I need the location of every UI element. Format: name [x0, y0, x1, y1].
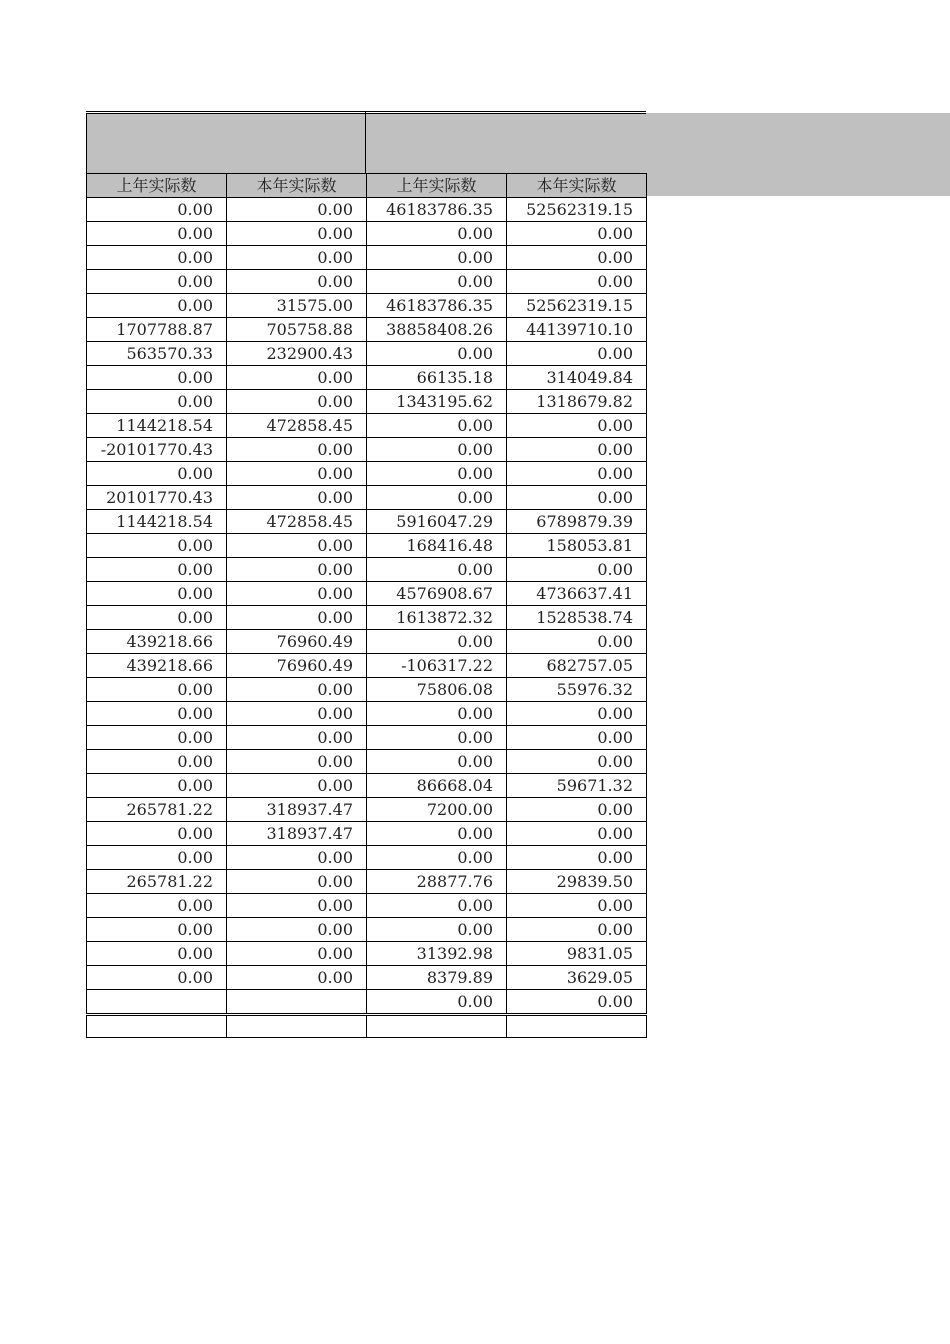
header-cell: 上年实际数 [87, 174, 227, 198]
header-cell: 本年实际数 [507, 174, 647, 198]
table-row [87, 582, 647, 606]
blank-row [87, 1015, 647, 1038]
table-cell: 0.00 [87, 582, 227, 606]
table-cell: 0.00 [227, 486, 367, 510]
table-row [87, 702, 647, 726]
table-row [87, 966, 647, 990]
blank-cell [507, 1015, 647, 1038]
table-cell: 86668.04 [367, 774, 507, 798]
total-cell: 0.00 [367, 990, 507, 1015]
table-cell: 1343195.62 [367, 390, 507, 414]
table-cell: 0.00 [87, 558, 227, 582]
table-cell: 0.00 [87, 294, 227, 318]
table-cell: 0.00 [227, 582, 367, 606]
table-cell: 0.00 [87, 606, 227, 630]
table-cell: 7200.00 [367, 798, 507, 822]
table-row [87, 894, 647, 918]
table-cell: 0.00 [87, 702, 227, 726]
table-cell: 265781.22 [87, 870, 227, 894]
table-cell: 46183786.35 [367, 198, 507, 222]
table-cell: 38858408.26 [367, 318, 507, 342]
table-cell: 52562319.15 [507, 294, 647, 318]
table-cell: 1528538.74 [507, 606, 647, 630]
table-row [87, 870, 647, 894]
table-cell: 0.00 [227, 270, 367, 294]
blank-cell [87, 1015, 227, 1038]
table-row [87, 558, 647, 582]
table-cell: 29839.50 [507, 870, 647, 894]
table-cell: -20101770.43 [87, 438, 227, 462]
table-row [87, 414, 647, 438]
table-cell: 0.00 [87, 774, 227, 798]
blank-cell [227, 1015, 367, 1038]
table-cell: 0.00 [227, 726, 367, 750]
table-cell: 0.00 [87, 390, 227, 414]
table-cell: 0.00 [367, 726, 507, 750]
table-row [87, 342, 647, 366]
table-cell: 0.00 [507, 822, 647, 846]
table-cell: 0.00 [367, 750, 507, 774]
header-divider [365, 111, 366, 173]
table-cell: 0.00 [227, 678, 367, 702]
table-cell: 0.00 [87, 966, 227, 990]
table-cell: 0.00 [227, 606, 367, 630]
table-cell: 0.00 [87, 270, 227, 294]
table-cell: 0.00 [87, 246, 227, 270]
table-cell: 0.00 [87, 198, 227, 222]
table-cell: 76960.49 [227, 630, 367, 654]
top-rule-2 [86, 113, 646, 114]
table-cell: 232900.43 [227, 342, 367, 366]
table-row [87, 318, 647, 342]
table-cell: 563570.33 [87, 342, 227, 366]
header-left-edge [86, 113, 87, 173]
table-cell: 0.00 [367, 918, 507, 942]
blank-cell [367, 1015, 507, 1038]
table-cell: 0.00 [227, 870, 367, 894]
table-cell: 0.00 [87, 726, 227, 750]
table-row [87, 606, 647, 630]
table-row [87, 462, 647, 486]
table-row [87, 654, 647, 678]
table-cell: 4736637.41 [507, 582, 647, 606]
table-cell: 0.00 [87, 822, 227, 846]
table-row [87, 846, 647, 870]
table-cell: 1144218.54 [87, 414, 227, 438]
top-rule-1 [86, 111, 646, 112]
table-cell: 0.00 [87, 534, 227, 558]
table-row [87, 798, 647, 822]
table-cell: 8379.89 [367, 966, 507, 990]
table-cell: 439218.66 [87, 630, 227, 654]
table-cell: 472858.45 [227, 510, 367, 534]
table-cell: 0.00 [367, 630, 507, 654]
table-row [87, 750, 647, 774]
table-cell: 9831.05 [507, 942, 647, 966]
table-row [87, 366, 647, 390]
table-cell: 52562319.15 [507, 198, 647, 222]
table-cell: 0.00 [507, 486, 647, 510]
table-cell: 5916047.29 [367, 510, 507, 534]
table-cell: 0.00 [507, 342, 647, 366]
table-cell: 265781.22 [87, 798, 227, 822]
table-cell: -106317.22 [367, 654, 507, 678]
table-cell: 314049.84 [507, 366, 647, 390]
table-cell: 3629.05 [507, 966, 647, 990]
table-cell: 59671.32 [507, 774, 647, 798]
table-cell: 0.00 [507, 414, 647, 438]
table-cell: 0.00 [227, 390, 367, 414]
table-row [87, 534, 647, 558]
table-cell: 0.00 [227, 918, 367, 942]
table-cell: 0.00 [227, 198, 367, 222]
table-cell: 682757.05 [507, 654, 647, 678]
table-cell: 0.00 [227, 534, 367, 558]
table-cell: 0.00 [367, 846, 507, 870]
table-cell: 0.00 [507, 750, 647, 774]
table-cell: 0.00 [87, 918, 227, 942]
table-cell: 0.00 [367, 822, 507, 846]
table-cell: 0.00 [367, 702, 507, 726]
table-cell: 0.00 [507, 462, 647, 486]
table-cell: 0.00 [87, 750, 227, 774]
table-cell: 0.00 [87, 366, 227, 390]
table-cell: 0.00 [227, 774, 367, 798]
table-cell: 0.00 [227, 846, 367, 870]
table-row [87, 270, 647, 294]
table-cell: 0.00 [87, 222, 227, 246]
table-cell: 75806.08 [367, 678, 507, 702]
table-cell: 0.00 [227, 462, 367, 486]
table-cell: 66135.18 [367, 366, 507, 390]
table-cell: 0.00 [87, 942, 227, 966]
table-cell: 46183786.35 [367, 294, 507, 318]
table-cell: 0.00 [507, 222, 647, 246]
table-cell: 0.00 [367, 438, 507, 462]
table-row [87, 438, 647, 462]
table-cell: 28877.76 [367, 870, 507, 894]
table-cell: 318937.47 [227, 798, 367, 822]
table-row [87, 294, 647, 318]
table-row [87, 390, 647, 414]
table-cell: 0.00 [87, 894, 227, 918]
table-cell: 0.00 [507, 246, 647, 270]
table-cell: 0.00 [227, 246, 367, 270]
table-cell: 0.00 [367, 342, 507, 366]
header-cell: 本年实际数 [227, 174, 367, 198]
table-cell: 0.00 [227, 894, 367, 918]
table-cell: 1144218.54 [87, 510, 227, 534]
table-cell: 0.00 [227, 366, 367, 390]
table-cell: 0.00 [227, 438, 367, 462]
table-cell: 0.00 [87, 462, 227, 486]
table-cell: 4576908.67 [367, 582, 507, 606]
header-cell: 上年实际数 [367, 174, 507, 198]
table-cell: 0.00 [367, 270, 507, 294]
table-cell: 0.00 [227, 966, 367, 990]
table-row [87, 678, 647, 702]
table-cell: 1707788.87 [87, 318, 227, 342]
table-row [87, 774, 647, 798]
table-row [87, 822, 647, 846]
table-cell: 472858.45 [227, 414, 367, 438]
table-row [87, 198, 647, 222]
table-cell: 55976.32 [507, 678, 647, 702]
table-cell: 44139710.10 [507, 318, 647, 342]
table-row [87, 918, 647, 942]
table-row [87, 630, 647, 654]
table-cell: 0.00 [227, 702, 367, 726]
table-cell: 0.00 [227, 942, 367, 966]
table-cell: 0.00 [87, 678, 227, 702]
table-cell: 0.00 [507, 894, 647, 918]
table-cell: 0.00 [227, 222, 367, 246]
table-cell: 76960.49 [227, 654, 367, 678]
table-cell: 20101770.43 [87, 486, 227, 510]
table-cell: 0.00 [367, 462, 507, 486]
table-cell: 1613872.32 [367, 606, 507, 630]
table-cell: 168416.48 [367, 534, 507, 558]
total-cell: 0.00 [507, 990, 647, 1015]
table-cell: 0.00 [367, 894, 507, 918]
table-cell: 0.00 [507, 558, 647, 582]
table-cell: 0.00 [507, 726, 647, 750]
table-row [87, 222, 647, 246]
table-cell: 0.00 [367, 558, 507, 582]
table-row [87, 246, 647, 270]
table-cell: 0.00 [367, 414, 507, 438]
total-cell [87, 990, 227, 1015]
table-cell: 0.00 [367, 246, 507, 270]
table-cell: 0.00 [507, 798, 647, 822]
header-left-block [86, 113, 366, 173]
table-cell: 0.00 [367, 222, 507, 246]
table-row [87, 510, 647, 534]
table-cell: 1318679.82 [507, 390, 647, 414]
table-cell: 0.00 [227, 558, 367, 582]
table-cell: 0.00 [87, 846, 227, 870]
table-cell: 31575.00 [227, 294, 367, 318]
total-cell [227, 990, 367, 1015]
table-cell: 0.00 [507, 918, 647, 942]
table-cell: 0.00 [507, 630, 647, 654]
table-cell: 158053.81 [507, 534, 647, 558]
header-row [87, 174, 647, 198]
table-cell: 31392.98 [367, 942, 507, 966]
table-cell: 0.00 [507, 438, 647, 462]
table-cell: 0.00 [507, 702, 647, 726]
financial-table [86, 173, 647, 1038]
table-cell: 0.00 [507, 846, 647, 870]
table-cell: 439218.66 [87, 654, 227, 678]
table-row [87, 486, 647, 510]
total-row [87, 990, 647, 1015]
table-cell: 0.00 [367, 486, 507, 510]
table-row [87, 726, 647, 750]
table-cell: 0.00 [507, 270, 647, 294]
table-cell: 6789879.39 [507, 510, 647, 534]
table-cell: 705758.88 [227, 318, 367, 342]
table-cell: 0.00 [227, 750, 367, 774]
table-cell: 318937.47 [227, 822, 367, 846]
table-row [87, 942, 647, 966]
